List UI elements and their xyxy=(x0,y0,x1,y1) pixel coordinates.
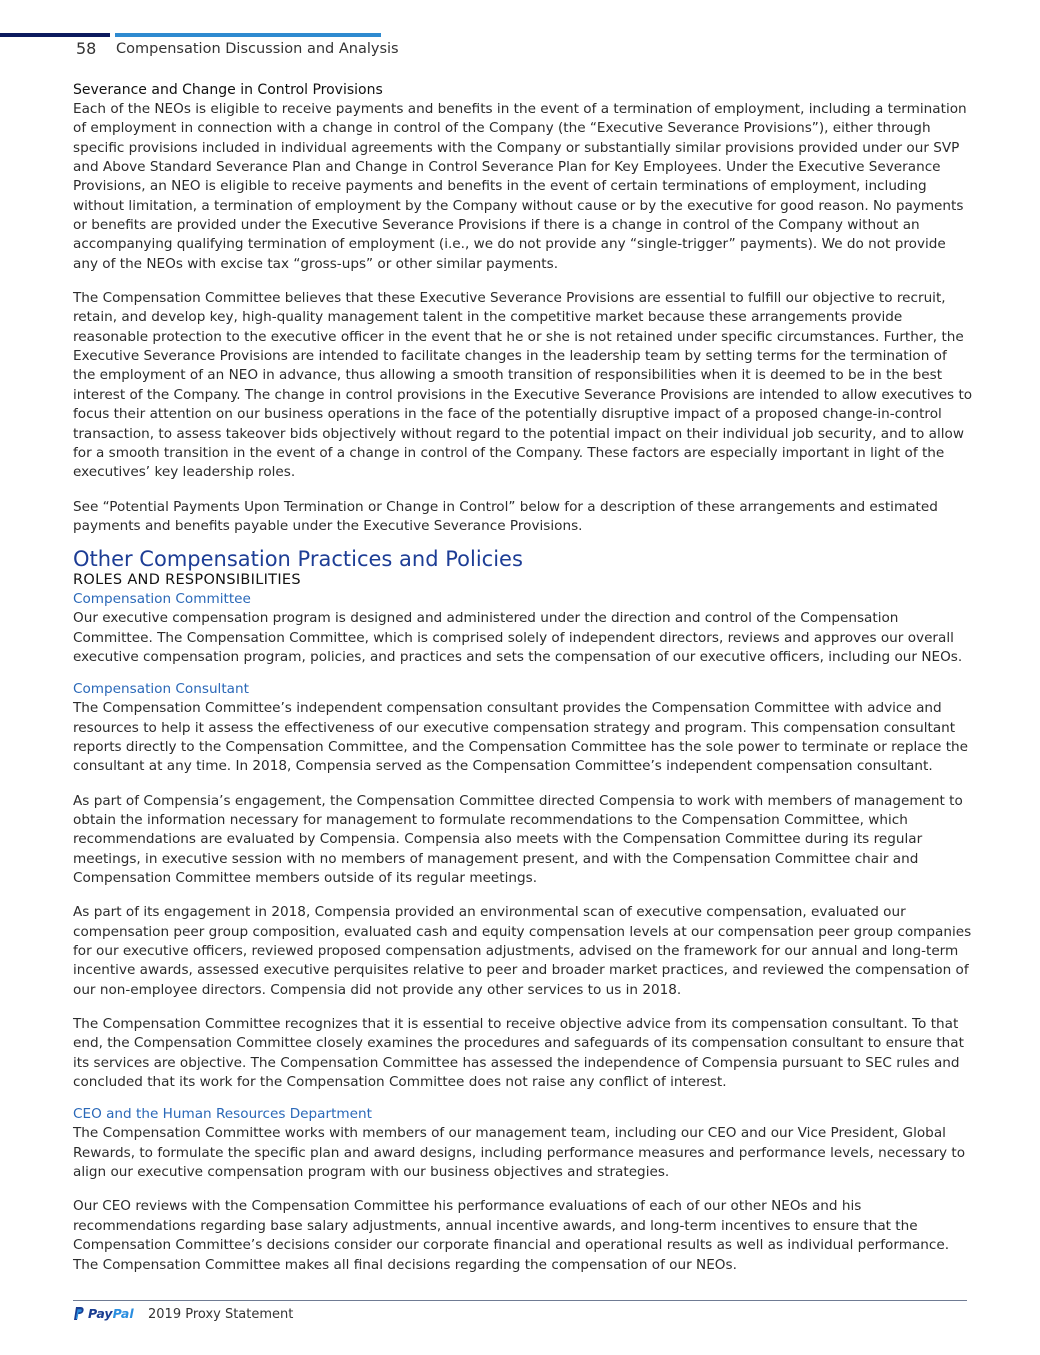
consultant-paragraph-1: The Compensation Committee’s independent compensation consultant provides the Compensation Committee with advice and resources to help it assess the effectiveness of our executive compensation strategy and program. This compensation consultant reports directly to the Compensation Committee, and the Compensation Committee has the sole power to terminate or replace the consultant at any time. In 2018, Compensia served as the Compensation Committee’s independent compensation consultant. xyxy=(73,700,969,775)
paypal-wordmark xyxy=(88,1306,134,1321)
footer-text: 2019 Proxy Statement xyxy=(148,1307,294,1322)
committee-heading: Compensation Committee xyxy=(73,591,251,608)
page-body xyxy=(73,80,973,1275)
ceo-paragraph-1: The Compensation Committee works with members of our management team, including our CEO and our Vice President, Global Rewards, to formulate the specific plan and award designs, including performance measures and performance levels, necessary to align our executive compensation program with our business objectives and strategies. xyxy=(73,1125,966,1181)
severance-paragraph-3: See “Potential Payments Upon Termination or Change in Control” below for a description of these arrangements and estimated payments and benefits payable under the Executive Severance Provisions. xyxy=(73,498,938,534)
ceo-heading: CEO and the Human Resources Department xyxy=(73,1106,372,1123)
running-header: Compensation Discussion and Analysis xyxy=(116,41,399,57)
header-rule-dark xyxy=(0,33,110,37)
page-number: 58 xyxy=(76,39,97,58)
consultant-paragraph-2: As part of Compensia’s engagement, the Compensation Committee directed Compensia to work with members of management to obtain the information necessary for management to formulate recommendations to the Compensation Committee, which recommendations are evaluated by Compensia. Compensia also meets with the Compensation Committee during its regular meetings, in executive session with no members of management present, and with the Compensation Committee chair and Compensation Committee members outside of its regular meetings. xyxy=(73,792,963,886)
severance-heading: Severance and Change in Control Provisions xyxy=(73,82,383,98)
consultant-paragraph-4: The Compensation Committee recognizes that it is essential to receive objective advice from its compensation consultant. To that end, the Compensation Committee closely examines the procedures and safeguards of its compensation consultant to ensure that its services are objective. The Compensation Committee has assessed the independence of Compensia pursuant to SEC rules and concluded that its work for the Compensation Committee does not raise any conflict of interest. xyxy=(73,1016,964,1091)
paypal-p-icon xyxy=(74,1307,84,1320)
paypal-logo xyxy=(74,1306,134,1321)
section-heading: Other Compensation Practices and Policies xyxy=(73,547,523,572)
brand-pay: Pay xyxy=(88,1306,113,1321)
consultant-heading: Compensation Consultant xyxy=(73,681,249,698)
roles-heading: ROLES AND RESPONSIBILITIES xyxy=(73,572,301,589)
footer-rule xyxy=(73,1300,967,1301)
severance-paragraph-2: The Compensation Committee believes that these Executive Severance Provisions are essential to fulfill our objective to recruit, retain, and develop key, high-quality management talent in the competitive market because these arrangements provide reasonable protection to the executive officer in the event that he or she is not retained under specific circumstances. Further, the Executive Severance Provisions are intended to facilitate changes in the leadership team by setting terms for the termination of the employment of an NEO in advance, thus allowing a smooth transition of responsibilities when it is deemed to be in the best interest of the Company. The change in control provisions in the Executive Severance Provisions are intended to allow executives to focus their attention on our business operations in the face of the potentially disruptive impact of a proposed change-in-control transaction, to assess takeover bids objectively without regard to the potential impact on their individual job security, and to allow for a smooth transition in the event of a change in control of the Company. These factors are especially important in light of the executives’ key leadership roles. xyxy=(73,290,973,481)
ceo-paragraph-2: Our CEO reviews with the Compensation Committee his performance evaluations of each of our other NEOs and his recommendations regarding base salary adjustments, annual incentive awards, and long-term incentives to ensure that the Compensation Committee’s decisions consider our corporate financial and operational results as well as individual performance. The Compensation Committee makes all final decisions regarding the compensation of our NEOs. xyxy=(73,1198,950,1273)
committee-paragraph: Our executive compensation program is designed and administered under the direction and control of the Compensation Committee. The Compensation Committee, which is comprised solely of independent directors, reviews and approves our overall executive compensation program, policies, and practices and sets the compensation of our executive officers, including our NEOs. xyxy=(73,610,963,665)
header-rule-accent xyxy=(115,33,381,37)
brand-pal: Pal xyxy=(112,1306,134,1321)
severance-paragraph-1: Each of the NEOs is eligible to receive payments and benefits in the event of a termination of employment, including a termination of employment in connection with a change in control of the Company (the “Executive Severance Provisions”), either through specific provisions included in individual agreements with the Company or substantially similar provisions provided under our SVP and Above Standard Severance Plan and Change in Control Severance Plan for Key Employees. Under the Executive Severance Provisions, an NEO is eligible to receive payments and benefits in the event of certain terminations of employment, including without limitation, a termination of employment by the Company without cause or by the executive for good reason. No payments or benefits are provided under the Executive Severance Provisions if there is a change in control of the Company without an accompanying qualifying termination of employment (i.e., we do not provide any “single-trigger” payments). We do not provide any of the NEOs with excise tax “gross-ups” or other similar payments. xyxy=(73,101,967,272)
consultant-paragraph-3: As part of its engagement in 2018, Compensia provided an environmental scan of executive compensation, evaluated our compensation peer group composition, evaluated cash and equity compensation levels at our compensation peer group companies for our executive officers, reviewed proposed compensation adjustments, advised on the framework for our annual and long-term incentive awards, assessed executive perquisites relative to peer and broader market practices, and reviewed the compensation of our non-employee directors. Compensia did not provide any other services to us in 2018. xyxy=(73,904,972,998)
